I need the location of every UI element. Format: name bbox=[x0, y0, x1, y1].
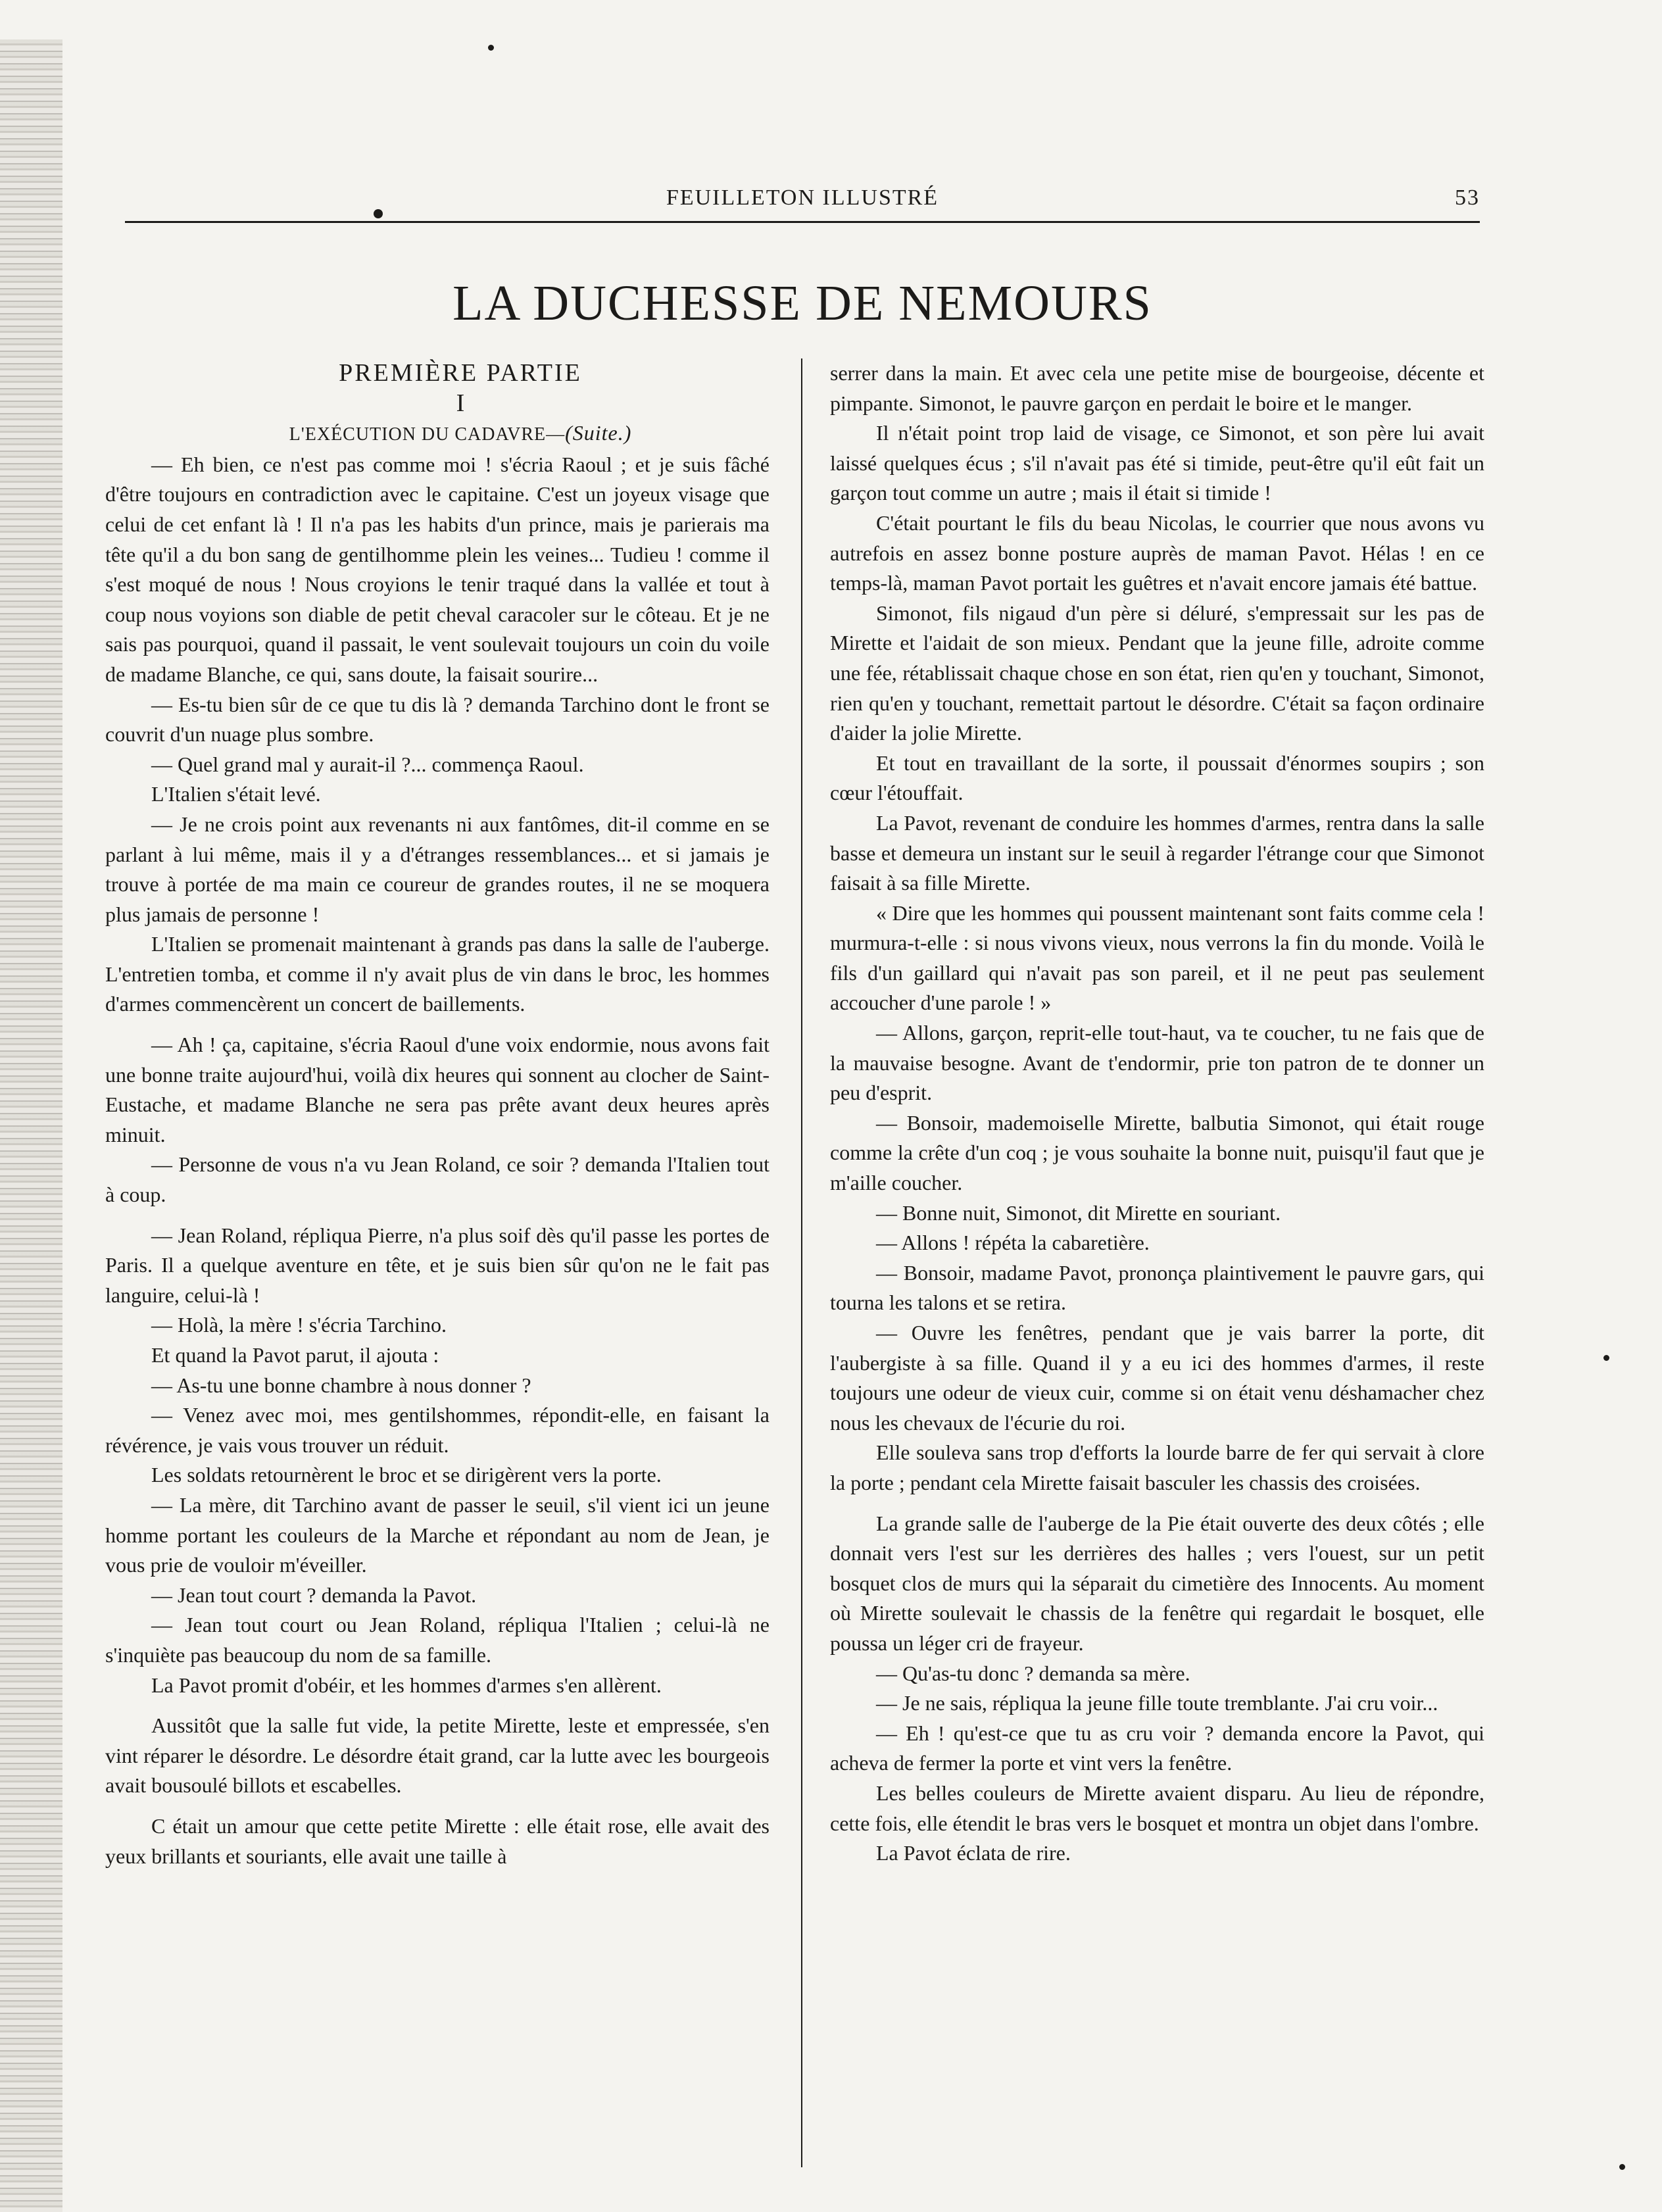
paragraph: — Eh bien, ce n'est pas comme moi ! s'écria Raoul ; et je suis fâché d'être toujours en contradiction avec le capitaine. C'est un joyeux visage que celui de cet enfant là ! Il n'a pas les habits d'un prince, mais je parierais ma tête qu'il a du bon sang de gentilhomme plein les veines... Tudieu ! comme il s'est moqué de nous ! Nous croyions le tenir traqué dans la vallée et tout à coup nous voyions son diable de petit cheval caracoler sur le côteau. Et je ne sais pas pourquoi, quand il passait, le vent soulevait toujours un coin du voile de madame Blanche, ce qui, sans doute, la faisait sourire... bbox=[105, 452, 770, 686]
chapter-title bbox=[105, 418, 770, 450]
paragraph: — Ouvre les fenêtres, pendant que je vais barrer la porte, dit l'aubergiste à sa fille. Quand il y a eu ici des hommes d'armes, il reste toujours une odeur de vieux cuir, comme si on était venu déshamacher chez nous les chevaux de l'écurie du roi. bbox=[830, 1321, 1484, 1435]
header-dot bbox=[374, 209, 383, 218]
header-rule bbox=[125, 221, 1480, 223]
paragraph: — Jean tout court ? demanda la Pavot. bbox=[151, 1583, 477, 1607]
paragraph: — Allons, garçon, reprit-elle tout-haut, va te coucher, tu ne fais que de la mauvaise besogne. Avant de t'endormir, prie ton patron de te donner un peu d'esprit. bbox=[830, 1021, 1484, 1105]
paragraph: — Jean Roland, répliqua Pierre, n'a plus soif dès qu'il passe les portes de Paris. Il a quelque aventure en tête, et je suis bien sûr qu'on ne le fait pas languire, celui-là ! bbox=[105, 1223, 770, 1307]
paragraph: — Allons ! répéta la cabaretière. bbox=[876, 1231, 1150, 1255]
paragraph: Les belles couleurs de Mirette avaient disparu. Au lieu de répondre, cette fois, elle étendit le bras vers le bosquet et montra un objet dans l'ombre. bbox=[830, 1781, 1484, 1835]
speck bbox=[1603, 1355, 1609, 1361]
paragraph: — Bonsoir, madame Pavot, prononça plaintivement le pauvre gars, qui tourna les talons et se retira. bbox=[830, 1260, 1484, 1315]
page-number: 53 bbox=[1455, 185, 1480, 210]
article-title: LA DUCHESSE DE NEMOURS bbox=[452, 276, 1152, 331]
paragraph: « Dire que les hommes qui poussent maintenant sont faits comme cela ! murmura-t-elle : si nous vivons vieux, nous verrons la fin du monde. Voilà le fils d'un gaillard qui n'avait pas son pareil, et il ne peut pas seulement accoucher d'une parole ! » bbox=[830, 900, 1484, 1015]
paragraph: — Ah ! ça, capitaine, s'écria Raoul d'une voix endormie, nous avons fait une bonne traite aujourd'hui, voilà dix heures qui sonnent au clocher de Saint-Eustache, et madame Blanche ne sera pas prête avant deux heures après minuit. bbox=[105, 1033, 770, 1146]
paragraph: Elle souleva sans trop d'efforts la lourde barre de fer qui servait à clore la porte ; pendant cela Mirette faisait basculer les chassis des croisées. bbox=[830, 1440, 1484, 1494]
paragraph: — Qu'as-tu donc ? demanda sa mère. bbox=[876, 1661, 1190, 1685]
speck bbox=[1619, 2164, 1625, 2170]
paragraph: La grande salle de l'auberge de la Pie était ouverte des deux côtés ; elle donnait vers l'est sur les derrières des halles ; vers l'ouest, sur un petit bosquet clos de murs qui la séparait du cimetière des Innocents. Au moment où Mirette soulevait le chassis de la fenêtre qui regardait le bosquet, elle poussa un léger cri de frayeur. bbox=[830, 1511, 1484, 1655]
paragraph: La Pavot éclata de rire. bbox=[876, 1841, 1071, 1865]
paragraph: — Personne de vous n'a vu Jean Roland, ce soir ? demanda l'Italien tout à coup. bbox=[105, 1152, 770, 1207]
speck bbox=[488, 45, 494, 51]
paragraph: La Pavot, revenant de conduire les hommes d'armes, rentra dans la salle basse et demeura un instant sur le seuil à regarder l'étrange cour que Simonot faisait à sa fille Mirette. bbox=[830, 810, 1484, 895]
column-divider bbox=[801, 358, 802, 2167]
paragraph: Et tout en travaillant de la sorte, il poussait d'énormes soupirs ; son cœur l'étouffait. bbox=[830, 750, 1484, 805]
paragraph: Les soldats retournèrent le broc et se dirigèrent vers la porte. bbox=[151, 1463, 662, 1487]
paragraph: — Quel grand mal y aurait-il ?... commença Raoul. bbox=[151, 752, 584, 776]
paragraph: La Pavot promit d'obéir, et les hommes d'armes s'en allèrent. bbox=[151, 1673, 662, 1697]
paragraph: Aussitôt que la salle fut vide, la petite Mirette, leste et empressée, s'en vint réparer le désordre. Le désordre était grand, car la lutte avec les bourgeois avait bousoulé billots et escabelles. bbox=[105, 1713, 770, 1798]
paragraph: C était un amour que cette petite Mirette : elle était rose, elle avait des yeux brillants et souriants, elle avait une taille à bbox=[105, 1813, 770, 1868]
paragraph: — Jean tout court ou Jean Roland, répliqua l'Italien ; celui-là ne s'inquiète pas beaucoup du nom de sa famille. bbox=[105, 1613, 770, 1667]
running-header bbox=[125, 185, 1480, 216]
chapter-number: I bbox=[456, 389, 465, 417]
paragraph: — As-tu une bonne chambre à nous donner ? bbox=[151, 1373, 531, 1397]
right-column bbox=[830, 358, 1484, 2180]
paragraph: Et quand la Pavot parut, il ajouta : bbox=[151, 1343, 439, 1367]
paragraph: serrer dans la main. Et avec cela une petite mise de bourgeoise, décente et pimpante. Simonot, le pauvre garçon en perdait le boire et le manger. bbox=[830, 361, 1484, 415]
paragraph: — Bonsoir, mademoiselle Mirette, balbutia Simonot, qui était rouge comme la crête d'un coq ; je vous souhaite la bonne nuit, puisqu'il faut que je m'aille coucher. bbox=[830, 1110, 1484, 1195]
paragraph: — Venez avec moi, mes gentilshommes, répondit-elle, en faisant la révérence, je vais vous trouver un réduit. bbox=[105, 1403, 770, 1457]
part-heading: PREMIÈRE PARTIE bbox=[339, 359, 582, 387]
paragraph: — Eh ! qu'est-ce que tu as cru voir ? demanda encore la Pavot, qui acheva de fermer la porte et vint vers la fenêtre. bbox=[830, 1721, 1484, 1775]
paragraph: — Je ne sais, répliqua la jeune fille toute tremblante. J'ai cru voir... bbox=[876, 1691, 1438, 1715]
paragraph: Simonot, fils nigaud d'un père si déluré, s'empressait sur les pas de Mirette et l'aidait de son mieux. Pendant que la jeune fille, adroite comme une fée, rétablissait chaque chose en son état, rien qu'en y touchant, Simonot, rien qu'en y touchant, remettait partout le désordre. C'était sa façon ordinaire d'aider la jolie Mirette. bbox=[830, 601, 1484, 745]
running-title: FEUILLETON ILLUSTRÉ bbox=[666, 185, 939, 210]
paragraph: — Je ne crois point aux revenants ni aux fantômes, dit-il comme en se parlant à lui même, mais il y a d'étranges ressemblances... et si jamais je trouve à portée de ma main ce coureur de grandes routes, il ne se moquera plus jamais de personne ! bbox=[105, 812, 770, 926]
paragraph: — Holà, la mère ! s'écria Tarchino. bbox=[151, 1313, 447, 1337]
paragraph: L'Italien se promenait maintenant à grands pas dans la salle de l'auberge. L'entretien tomba, et comme il n'y avait plus de vin dans le broc, les hommes d'armes commencèrent un concert de baillements. bbox=[105, 932, 770, 1016]
paragraph: Il n'était point trop laid de visage, ce Simonot, et son père lui avait laissé quelques écus ; s'il n'avait pas été si timide, peut-être qu'il eût fait un garçon tout comme un autre ; mais il était si timide ! bbox=[830, 421, 1484, 505]
scanned-page-edge bbox=[0, 39, 62, 2212]
left-column bbox=[105, 358, 770, 2180]
paragraph: — La mère, dit Tarchino avant de passer le seuil, s'il vient ici un jeune homme portant les couleurs de la Marche et répondant au nom de Jean, je vous prie de vouloir m'éveiller. bbox=[105, 1492, 770, 1577]
chapter-title-text: L'EXÉCUTION DU CADAVRE— bbox=[289, 424, 566, 445]
chapter-suite: (Suite.) bbox=[565, 421, 632, 445]
paragraph: — Es-tu bien sûr de ce que tu dis là ? demanda Tarchino dont le front se couvrit d'un nuage plus sombre. bbox=[105, 692, 770, 747]
paragraph: L'Italien s'était levé. bbox=[151, 782, 321, 806]
paragraph: — Bonne nuit, Simonot, dit Mirette en souriant. bbox=[876, 1200, 1281, 1225]
paragraph: C'était pourtant le fils du beau Nicolas, le courrier que nous avons vu autrefois en assez bonne posture auprès de maman Pavot. Hélas ! en ce temps-là, maman Pavot portait les guêtres et n'avait encore jamais été battue. bbox=[830, 510, 1484, 595]
